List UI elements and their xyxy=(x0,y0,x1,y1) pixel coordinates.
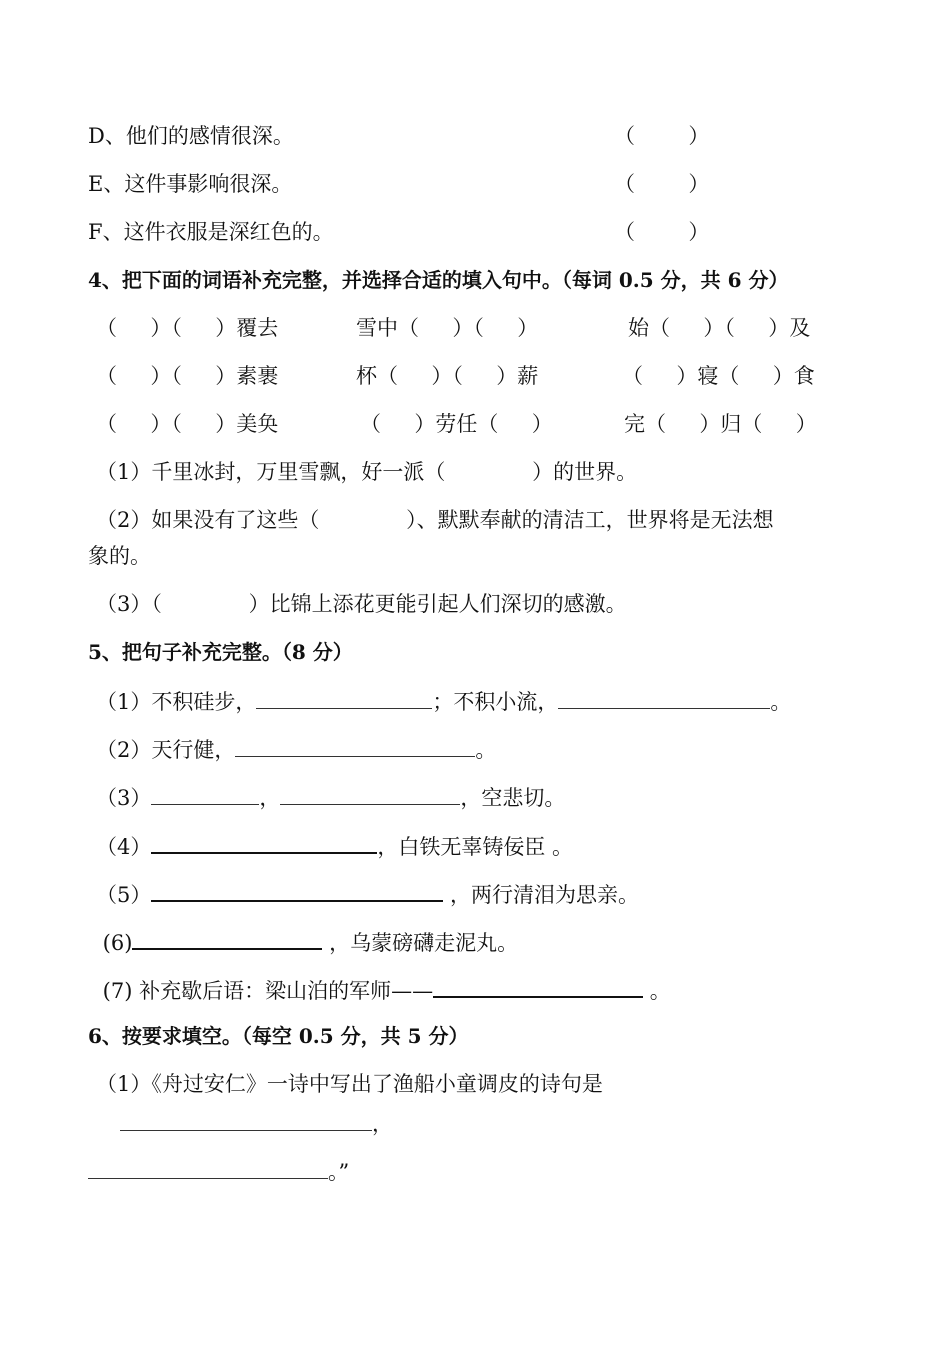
q4-row1-word2: 雪中（ ）（ ） xyxy=(356,316,539,340)
q5-blank-7[interactable] xyxy=(151,882,443,902)
q5-line-5-end: ，两行清泪为思亲。 xyxy=(443,883,640,907)
choice-d-paren[interactable]: （ ） xyxy=(614,124,710,148)
q5-line-2-prefix: （2）天行健， xyxy=(96,738,236,762)
q5-heading: 5、把句子补充完整。（8 分） xyxy=(88,640,353,664)
q6-blank-1[interactable] xyxy=(120,1112,372,1131)
q4-sentence-1: （1）千里冰封，万里雪飘，好一派（ ）的世界。 xyxy=(96,460,638,484)
q4-row1-word3: 始（ ）（ ）及 xyxy=(628,316,811,340)
q4-sentence-2: （2）如果没有了这些（ ）、默默奉献的清洁工，世界将是无法想 xyxy=(96,508,774,532)
q5-line-4-end: ，白铁无辜铸佞臣 。 xyxy=(377,835,574,859)
q6-line-2 xyxy=(120,1112,393,1135)
choice-f-paren[interactable]: （ ） xyxy=(614,220,710,244)
q5-line-5 xyxy=(96,882,639,906)
q6-line-3 xyxy=(88,1160,349,1183)
q5-line-6 xyxy=(96,930,518,954)
q5-blank-3[interactable] xyxy=(235,738,475,757)
q5-line-7-end: 。 xyxy=(643,979,671,1003)
choice-d: D、他们的感情很深。 xyxy=(88,124,294,148)
q5-line-3-comma: ， xyxy=(259,786,281,810)
q4-sentence-3: （3）（ ）比锦上添花更能引起人们深切的感激。 xyxy=(96,592,627,616)
q5-line-3 xyxy=(96,786,565,809)
q5-line-4 xyxy=(96,834,573,858)
q5-blank-2[interactable] xyxy=(558,690,770,709)
q5-line-2-end: 。 xyxy=(475,738,497,762)
q5-line-6-end: ，乌蒙磅礴走泥丸。 xyxy=(322,931,519,955)
q5-blank-9[interactable] xyxy=(433,978,643,998)
q5-line-2 xyxy=(96,738,496,761)
q5-line-1-end: 。 xyxy=(770,690,792,714)
q6-blank-2[interactable] xyxy=(88,1160,328,1179)
q4-row2-word1: （ ）（ ）素裹 xyxy=(96,364,279,388)
q4-row2-word3: （ ）寝（ ）食 xyxy=(622,364,815,388)
q4-sentence-2-cont: 象的。 xyxy=(88,544,151,568)
q5-blank-1[interactable] xyxy=(256,690,432,709)
q5-line-3-end: ，空悲切。 xyxy=(460,786,566,810)
q5-blank-5[interactable] xyxy=(280,786,460,805)
q4-heading: 4、把下面的词语补充完整，并选择合适的填入句中。（每词 0.5 分，共 6 分） xyxy=(88,268,789,292)
choice-e: E、这件事影响很深。 xyxy=(88,172,293,196)
q5-line-7-prefix: (7) 补充歇后语：梁山泊的军师—— xyxy=(96,979,434,1003)
q6-heading: 6、按要求填空。（每空 0.5 分，共 5 分） xyxy=(88,1024,469,1048)
q4-row3-word3: 完（ ）归（ ） xyxy=(624,412,817,436)
q5-blank-6[interactable] xyxy=(151,834,377,854)
q5-line-6-prefix: (6) xyxy=(96,931,133,955)
q5-line-1 xyxy=(96,690,791,713)
q5-line-1-prefix: （1）不积硅步， xyxy=(96,690,257,714)
q6-line-2-comma: ， xyxy=(372,1112,393,1136)
q5-line-3-prefix: （3） xyxy=(96,786,152,810)
q5-blank-8[interactable] xyxy=(132,930,322,950)
q6-line-3-end: 。” xyxy=(328,1160,350,1184)
q5-blank-4[interactable] xyxy=(151,786,259,805)
choice-f: F、这件衣服是深红色的。 xyxy=(88,220,334,244)
q4-row2-word2: 杯（ ）（ ）薪 xyxy=(356,364,539,388)
q6-line-1: （1）《舟过安仁》一诗中写出了渔船小童调皮的诗句是 xyxy=(96,1072,603,1096)
q4-row1-word1: （ ）（ ）覆去 xyxy=(96,316,279,340)
q5-line-1-mid: ；不积小流， xyxy=(432,690,559,714)
q5-line-5-prefix: （5） xyxy=(96,883,152,907)
q4-row3-word2: （ ）劳任（ ） xyxy=(360,412,553,436)
q5-line-7 xyxy=(96,978,671,1002)
q4-row3-word1: （ ）（ ）美奂 xyxy=(96,412,279,436)
choice-e-paren[interactable]: （ ） xyxy=(614,172,710,196)
q5-line-4-prefix: （4） xyxy=(96,835,152,859)
